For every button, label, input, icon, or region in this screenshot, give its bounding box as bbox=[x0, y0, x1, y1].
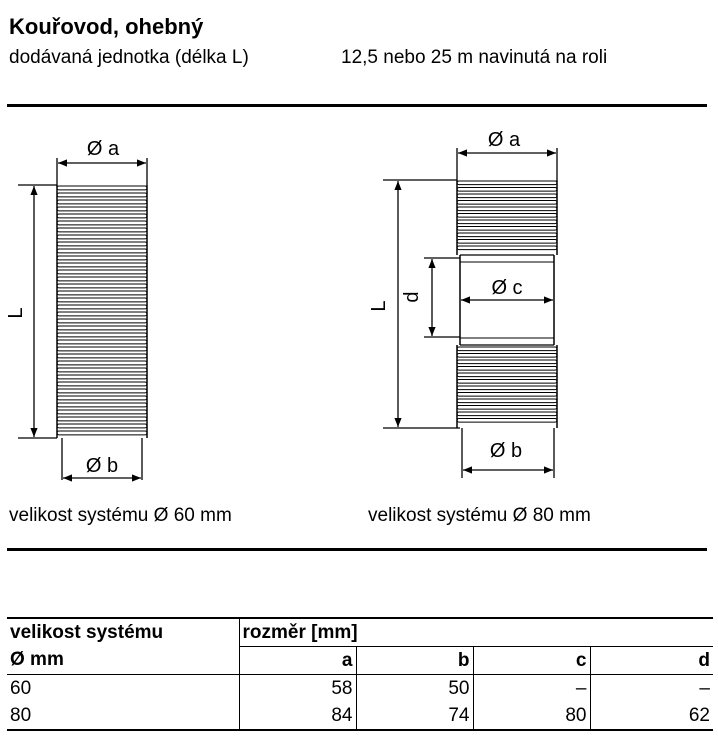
hose-diagram-60 bbox=[5, 138, 147, 480]
cell-d: – bbox=[590, 675, 713, 703]
corrugation-rib bbox=[57, 354, 147, 358]
corrugation-rib bbox=[57, 347, 147, 351]
page-title: Kouřovod, ohebný bbox=[9, 14, 204, 39]
corrugation-rib bbox=[457, 207, 557, 211]
cell-system: 60 bbox=[10, 677, 32, 699]
corrugation-rib bbox=[57, 200, 147, 204]
corrugation-rib bbox=[57, 424, 147, 428]
corrugation-rib bbox=[57, 221, 147, 225]
header-dimensions: rozměr [mm] bbox=[239, 618, 713, 647]
corrugation-rib bbox=[457, 246, 557, 250]
corrugation-rib bbox=[457, 367, 557, 371]
middle-divider bbox=[7, 548, 707, 551]
corrugation-rib bbox=[57, 186, 147, 190]
cell-a: 58 bbox=[239, 675, 356, 703]
unit-value: 12,5 nebo 25 m navinutá na roli bbox=[341, 47, 608, 68]
dim-a-label-80: Ø a bbox=[487, 129, 521, 151]
corrugation-rib bbox=[57, 298, 147, 302]
corrugation-rib bbox=[57, 284, 147, 288]
corrugation-rib bbox=[457, 380, 557, 384]
corrugation-rib bbox=[457, 373, 557, 377]
cell-b: 74 bbox=[356, 702, 473, 730]
corrugation-rib bbox=[457, 347, 557, 351]
corrugation-rib bbox=[457, 214, 557, 218]
header-col-d: d bbox=[590, 647, 713, 675]
corrugation-rib bbox=[57, 270, 147, 274]
corrugation-rib bbox=[57, 312, 147, 316]
dimensions-table bbox=[7, 617, 713, 731]
table-row bbox=[7, 702, 713, 730]
dim-a-label: Ø a bbox=[86, 138, 120, 160]
cell-system: 80 bbox=[10, 704, 32, 726]
header-system: velikost systému bbox=[10, 621, 164, 643]
corrugation-rib bbox=[57, 403, 147, 407]
corrugation-rib bbox=[457, 360, 557, 364]
corrugation-rib bbox=[57, 291, 147, 295]
corrugation-rib bbox=[57, 333, 147, 337]
corrugation-rib bbox=[457, 393, 557, 397]
corrugated-hose bbox=[57, 186, 147, 435]
corrugation-rib bbox=[57, 256, 147, 260]
corrugation-rib bbox=[457, 194, 557, 198]
cell-c: – bbox=[473, 675, 590, 703]
dim-c-label: Ø c bbox=[491, 277, 523, 299]
header-system-unit: Ø mm bbox=[10, 649, 64, 671]
corrugation-rib bbox=[57, 319, 147, 323]
corrugation-rib bbox=[457, 354, 557, 358]
caption-80: velikost systému Ø 80 mm bbox=[368, 505, 591, 526]
corrugation-rib bbox=[57, 214, 147, 218]
corrugation-rib bbox=[57, 410, 147, 414]
dim-b-label: Ø b bbox=[85, 455, 119, 477]
corrugation-rib bbox=[57, 361, 147, 365]
corrugation-rib bbox=[457, 406, 557, 410]
corrugation-rib bbox=[457, 201, 557, 205]
corrugation-rib bbox=[57, 193, 147, 197]
unit-label: dodávaná jednotka (délka L) bbox=[9, 47, 249, 68]
corrugation-rib bbox=[57, 375, 147, 379]
cell-d: 62 bbox=[590, 702, 713, 730]
header-col-a: a bbox=[239, 647, 356, 675]
corrugation-rib bbox=[457, 220, 557, 224]
corrugation-rib bbox=[57, 228, 147, 232]
corrugation-rib bbox=[457, 181, 557, 185]
dim-d-label: d bbox=[401, 291, 423, 303]
corrugation-rib bbox=[57, 396, 147, 400]
corrugation-rib bbox=[457, 412, 557, 416]
corrugation-rib bbox=[457, 419, 557, 423]
cell-a: 84 bbox=[239, 702, 356, 730]
corrugation-rib bbox=[57, 340, 147, 344]
corrugation-rib bbox=[57, 382, 147, 386]
corrugation-rib bbox=[57, 249, 147, 253]
corrugated-hose-top bbox=[457, 181, 557, 250]
dim-L-label: L bbox=[5, 307, 27, 319]
corrugation-rib bbox=[57, 305, 147, 309]
corrugation-rib bbox=[57, 242, 147, 246]
corrugation-rib bbox=[57, 235, 147, 239]
corrugation-rib bbox=[57, 277, 147, 281]
corrugation-rib bbox=[457, 188, 557, 192]
corrugation-rib bbox=[457, 233, 557, 237]
corrugation-rib bbox=[57, 417, 147, 421]
corrugation-rib bbox=[57, 326, 147, 330]
corrugation-rib bbox=[457, 399, 557, 403]
cell-b: 50 bbox=[356, 675, 473, 703]
header-col-b: b bbox=[356, 647, 473, 675]
caption-60: velikost systému Ø 60 mm bbox=[9, 505, 232, 526]
dim-b-label-80: Ø b bbox=[489, 440, 523, 462]
corrugation-rib bbox=[57, 207, 147, 211]
corrugation-rib bbox=[57, 368, 147, 372]
corrugated-hose-bottom bbox=[457, 347, 557, 422]
corrugation-rib bbox=[457, 227, 557, 231]
header-col-c: c bbox=[473, 647, 590, 675]
hose-diagram-80 bbox=[368, 129, 557, 478]
corrugation-rib bbox=[57, 431, 147, 435]
cell-c: 80 bbox=[473, 702, 590, 730]
corrugation-rib bbox=[57, 263, 147, 267]
dim-L-label-80: L bbox=[368, 300, 390, 312]
table-row bbox=[7, 675, 713, 703]
corrugation-rib bbox=[457, 386, 557, 390]
corrugation-rib bbox=[457, 240, 557, 244]
corrugation-rib bbox=[57, 389, 147, 393]
